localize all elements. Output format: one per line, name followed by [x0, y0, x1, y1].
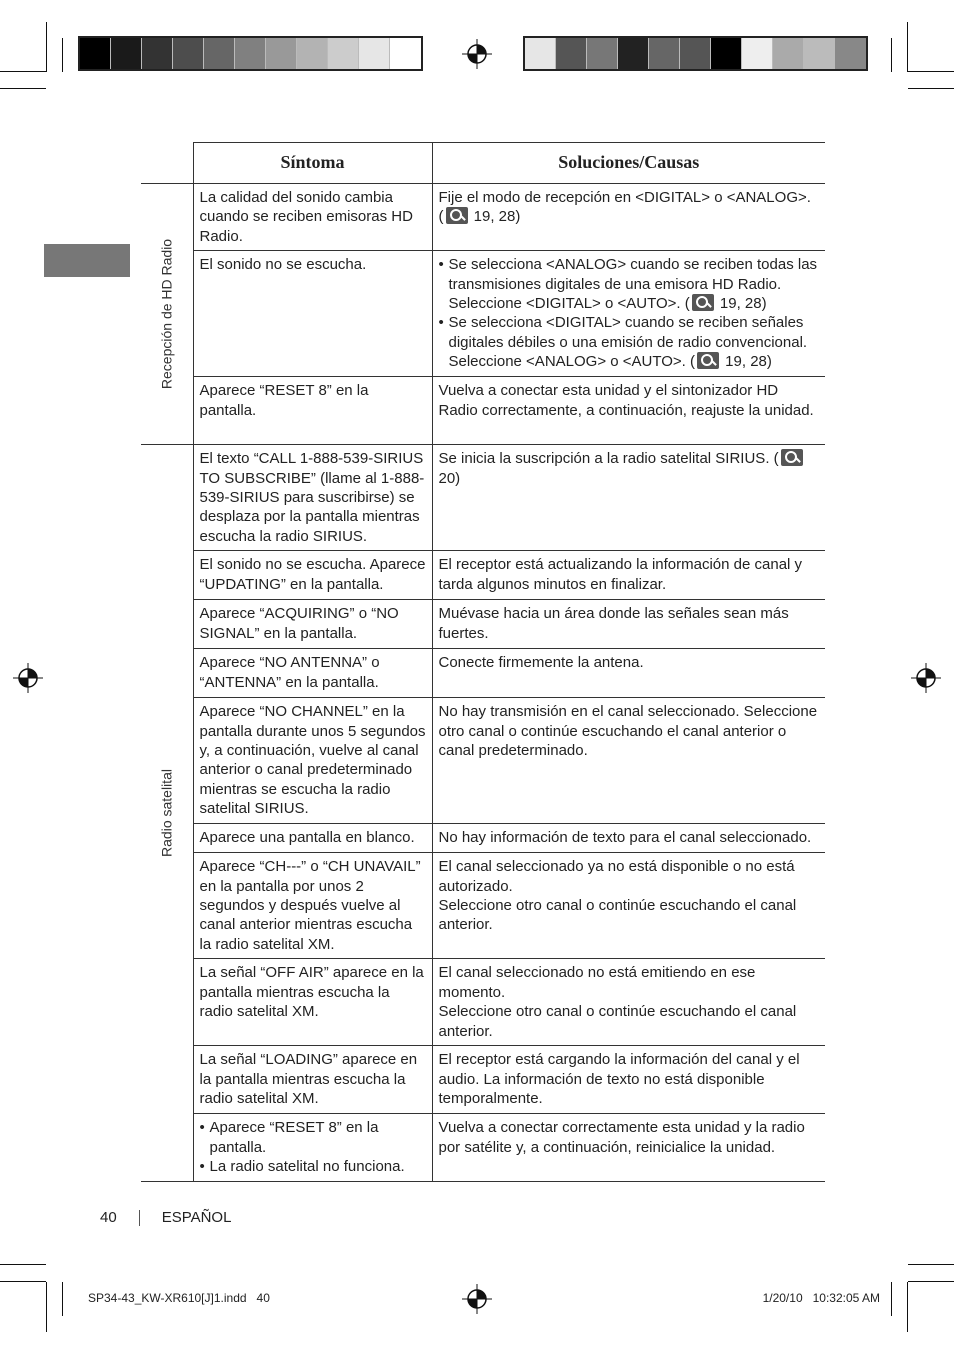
registration-mark-icon: [911, 663, 941, 693]
solution-cell: [432, 600, 825, 649]
symptom-text: Aparece “ACQUIRING” o “NO SIGNAL” en la pantalla.: [199, 605, 399, 642]
table-row: [141, 551, 825, 600]
color-swatch: [142, 38, 173, 69]
symptom-bullet: • La radio satelital no funciona.: [200, 1157, 426, 1176]
crop-mark: [907, 22, 908, 72]
footer-language: ESPAÑOL: [161, 1209, 232, 1226]
symptom-text: La señal “OFF AIR” aparece en la pantalla mientras escucha la radio satelital XM.: [199, 964, 424, 1021]
color-swatch: [390, 38, 421, 69]
registration-mark-icon: [462, 39, 492, 69]
language-side-tab: [44, 244, 130, 277]
crop-mark: [0, 71, 46, 72]
solution-cell: [432, 698, 825, 824]
symptom-cell: [193, 698, 432, 824]
symptom-cell: [193, 1114, 432, 1182]
color-swatch: [742, 38, 773, 69]
symptom-cell: [193, 251, 432, 377]
solution-text: El receptor está actualizando la información de canal y tarda algunos minutos en finalizar.: [438, 556, 803, 593]
solution-text: Vuelva a conectar esta unidad y el sintonizador HD Radio correctamente, a continuación, reajuste la unidad.: [438, 382, 814, 419]
crop-mark: [62, 1282, 63, 1316]
slug-file: SP34-43_KW-XR610[J]1.indd 40: [88, 1291, 270, 1305]
solution-line: Seleccione otro canal o continúe escuchando el canal anterior.: [438, 897, 797, 934]
crop-mark: [0, 1264, 46, 1265]
color-bar-left: [78, 36, 423, 71]
solution-header: Soluciones/Causas: [432, 143, 825, 184]
reference-text: 20): [438, 469, 461, 487]
category-label: Radio satelital: [158, 769, 175, 858]
symptom-text: Aparece “CH---” o “CH UNAVAIL” en la pantalla por unos 2 segundos y después vuelve al canal anterior mientras escucha la radio satelital XM.: [199, 858, 421, 953]
category-cell: [141, 445, 193, 1182]
color-swatch: [204, 38, 235, 69]
reference-text: Fije el modo de recepción en <DIGITAL> o <ANALOG>. (: [438, 189, 811, 226]
crop-mark: [62, 38, 63, 72]
color-swatch: [587, 38, 618, 69]
reference-text: Se selecciona <ANALOG> cuando se reciben todas las transmisiones digitales de una emisora HD Radio. Seleccione <DIGITAL> o <AUTO>. (: [448, 256, 818, 313]
table-row: [141, 853, 825, 959]
crop-mark: [908, 1281, 954, 1282]
color-swatch: [773, 38, 804, 69]
solution-cell: [432, 1046, 825, 1114]
crop-mark: [891, 1282, 892, 1316]
crop-mark: [891, 38, 892, 72]
table-row: [141, 184, 825, 251]
symptom-text: Aparece “NO ANTENNA” o “ANTENNA” en la pantalla.: [199, 654, 380, 691]
magnifier-icon: [697, 352, 719, 369]
crop-mark: [908, 71, 954, 72]
color-bar-right: [523, 36, 868, 71]
crop-mark: [907, 1282, 908, 1332]
color-swatch: [235, 38, 266, 69]
color-swatch: [359, 38, 390, 69]
solution-text: [439, 188, 820, 227]
table-row: [141, 959, 825, 1046]
color-swatch: [525, 38, 556, 69]
registration-mark-icon: [462, 1284, 492, 1314]
reference-text: 19, 28): [469, 208, 521, 226]
solution-text: Muévase hacia un área donde las señales sean más fuertes.: [438, 605, 789, 642]
page-number: 40: [100, 1209, 117, 1226]
symptom-text: Aparece una pantalla en blanco.: [199, 829, 415, 847]
symptom-text: La señal “LOADING” aparece en la pantalla mientras escucha la radio satelital XM.: [199, 1051, 418, 1108]
symptom-bullet: • Aparece “RESET 8” en la pantalla.: [200, 1118, 426, 1157]
symptom-header: Síntoma: [193, 143, 432, 184]
crop-mark: [908, 1264, 954, 1265]
color-swatch: [649, 38, 680, 69]
color-swatch: [266, 38, 297, 69]
symptom-cell: [193, 959, 432, 1046]
table-row: [141, 377, 825, 445]
solution-list: [439, 255, 820, 371]
solution-cell: [432, 959, 825, 1046]
color-swatch: [328, 38, 359, 69]
color-swatch: [618, 38, 649, 69]
reference-text: 19, 28): [715, 295, 767, 313]
solution-bullet: [439, 313, 820, 371]
category-label: Recepción de HD Radio: [158, 239, 175, 390]
crop-mark: [46, 1282, 47, 1332]
solution-text: No hay información de texto para el canal seleccionado.: [438, 829, 812, 847]
symptom-text: El texto “CALL 1-888-539-SIRIUS TO SUBSCRIBE” (llame al 1-888-539-SIRIUS para suscribirse) se desplaza por la pantalla mientras escucha la radio SIRIUS.: [199, 450, 425, 545]
solution-line: Seleccione otro canal o continúe escuchando el canal anterior.: [438, 1003, 797, 1040]
color-swatch: [80, 38, 111, 69]
solution-cell: [432, 445, 825, 551]
symptom-text: La calidad del sonido cambia cuando se reciben emisoras HD Radio.: [199, 189, 413, 245]
table-row: [141, 824, 825, 853]
color-swatch: [173, 38, 204, 69]
symptom-cell: [193, 649, 432, 698]
crop-mark: [0, 1281, 46, 1282]
symptom-cell: [193, 1046, 432, 1114]
solution-line: El canal seleccionado ya no está disponible o no está autorizado.: [438, 858, 795, 895]
color-swatch: [297, 38, 328, 69]
table-row: [141, 251, 825, 377]
color-swatch: [804, 38, 835, 69]
solution-cell: [432, 853, 825, 959]
color-swatch: [680, 38, 711, 69]
solution-bullet: [439, 255, 820, 313]
solution-cell: [432, 1114, 825, 1182]
footer-divider: [139, 1210, 140, 1226]
symptom-text: El sonido no se escucha. Aparece “UPDATING” en la pantalla.: [199, 556, 426, 593]
slug-date: 1/20/10 10:32:05 AM: [762, 1291, 880, 1305]
table-row: [141, 698, 825, 824]
category-cell: [141, 184, 193, 445]
table-row: [141, 600, 825, 649]
magnifier-icon: [692, 294, 714, 311]
symptom-cell: [193, 377, 432, 445]
magnifier-icon: [446, 207, 468, 224]
solution-text: No hay transmisión en el canal seleccionado. Seleccione otro canal o continúe escuchando el canal anterior o canal predeterminado.: [438, 703, 818, 760]
reference-text: Se selecciona <DIGITAL> cuando se reciben señales digitales débiles o una emisión de radio convencional. Seleccione <ANALOG> o <AUTO>. (: [448, 314, 808, 371]
table-row: [141, 649, 825, 698]
symptom-cell: [193, 853, 432, 959]
solution-text: Conecte firmemente la antena.: [438, 654, 644, 672]
symptom-list: [200, 1118, 426, 1176]
symptom-cell: [193, 184, 432, 251]
symptom-text: El sonido no se escucha.: [199, 256, 367, 274]
solution-text: El receptor está cargando la información del canal y el audio. La información de texto no está disponible temporalmente.: [438, 1051, 800, 1108]
symptom-cell: [193, 445, 432, 551]
color-swatch: [111, 38, 142, 69]
registration-mark-icon: [13, 663, 43, 693]
solution-text: Vuelva a conectar correctamente esta unidad y la radio por satélite y, a continuación, reinicialice la unidad.: [438, 1119, 805, 1156]
solution-text: [439, 449, 820, 488]
color-swatch: [835, 38, 866, 69]
crop-mark: [0, 88, 46, 89]
crop-mark: [46, 22, 47, 72]
solution-cell: [432, 551, 825, 600]
header-blank-cell: [141, 143, 193, 184]
symptom-cell: [193, 551, 432, 600]
color-swatch: [556, 38, 587, 69]
solution-cell: [432, 649, 825, 698]
color-swatch: [711, 38, 742, 69]
solution-cell: [432, 824, 825, 853]
troubleshooting-table: [141, 142, 825, 1182]
reference-text: Se inicia la suscripción a la radio satelital SIRIUS. (: [438, 450, 779, 468]
symptom-text: Aparece “RESET 8” en la pantalla.: [199, 382, 369, 419]
reference-text: 19, 28): [721, 353, 772, 371]
solution-cell: [432, 377, 825, 445]
symptom-cell: [193, 824, 432, 853]
solution-cell: [432, 251, 825, 377]
crop-mark: [908, 88, 954, 89]
table-header-row: [141, 143, 825, 184]
solution-line: El canal seleccionado no está emitiendo en ese momento.: [438, 964, 756, 1001]
magnifier-icon: [781, 449, 803, 466]
solution-cell: [432, 184, 825, 251]
symptom-text: Aparece “NO CHANNEL” en la pantalla durante unos 5 segundos y, a continuación, vuelve al canal anterior o canal predeterminado mientras se escucha la radio satelital SIRIUS.: [199, 703, 426, 818]
symptom-cell: [193, 600, 432, 649]
table-row: [141, 1114, 825, 1182]
table-row: [141, 1046, 825, 1114]
table-row: [141, 445, 825, 551]
page-footer: [100, 1209, 231, 1226]
